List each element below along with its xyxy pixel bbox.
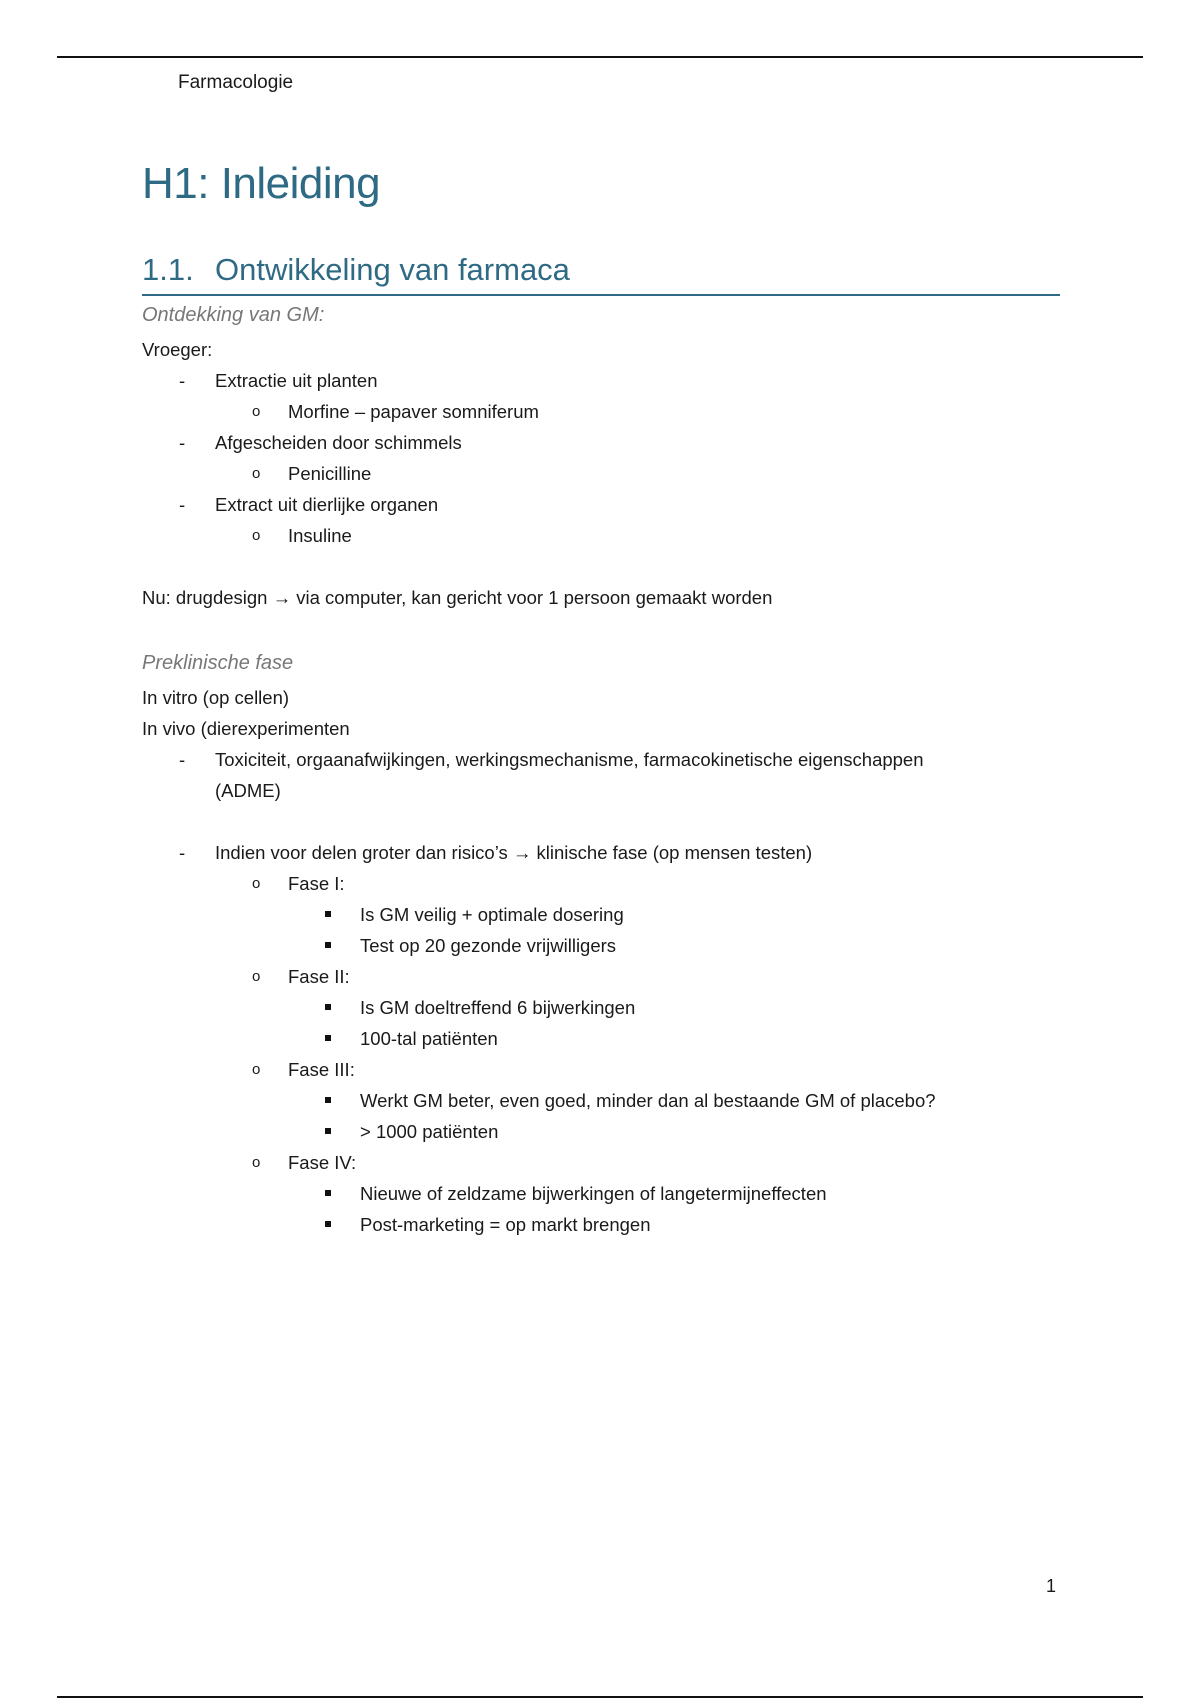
list-item: o Morfine – papaver somniferum	[142, 396, 1062, 427]
square-bullet	[325, 1097, 331, 1103]
circle-bullet: o	[252, 465, 261, 482]
section-heading	[142, 248, 1060, 296]
list-item: - Afgescheiden door schimmels	[142, 427, 1062, 458]
chapter-heading: H1: Inleiding	[142, 159, 381, 208]
phase-detail: Is GM veilig + optimale dosering	[142, 899, 1062, 930]
list-item: - Toxiciteit, orgaanafwijkingen, werkingsmechanisme, farmacokinetische eigenschappen	[142, 744, 1062, 775]
list-item: o Penicilline	[142, 458, 1062, 489]
square-bullet	[325, 1221, 331, 1227]
section-number: 1.1.	[142, 252, 194, 287]
square-bullet	[325, 1035, 331, 1041]
list-item: - Extract uit dierlijke organen	[142, 489, 1062, 520]
spacer	[142, 806, 1062, 837]
section-title: Ontwikkeling van farmaca	[215, 252, 570, 287]
circle-bullet: o	[252, 968, 261, 985]
circle-bullet: o	[252, 403, 261, 420]
in-vitro-line: In vitro (op cellen)	[142, 687, 290, 708]
phase-item: o Fase I:	[142, 868, 1062, 899]
spacer	[142, 613, 1062, 644]
header-rule	[57, 56, 1143, 58]
square-bullet	[325, 1004, 331, 1010]
list-item: - Extractie uit planten	[142, 365, 1062, 396]
running-header: Farmacologie	[178, 72, 294, 93]
dash-bullet: -	[179, 370, 186, 391]
phase-item: o Fase IV:	[142, 1147, 1062, 1178]
spacer	[142, 551, 1062, 582]
phase-detail: 100-tal patiënten	[142, 1023, 1062, 1054]
square-bullet	[325, 1190, 331, 1196]
page-content	[142, 150, 1062, 1240]
phase-detail: Test op 20 gezonde vrijwilligers	[142, 930, 1062, 961]
now-paragraph: Nu: drugdesign → via computer, kan gericht voor 1 persoon gemaakt worden	[142, 587, 773, 608]
page-number: 1	[1046, 1576, 1057, 1596]
preclinical-heading: Preklinische fase	[142, 652, 294, 674]
square-bullet	[325, 1128, 331, 1134]
dash-bullet: -	[179, 494, 186, 515]
dash-bullet: -	[179, 432, 186, 453]
in-vivo-line: In vivo (dierexperimenten	[142, 718, 350, 739]
list-item: o Insuline	[142, 520, 1062, 551]
phase-detail: Post-marketing = op markt brengen	[142, 1209, 1062, 1240]
past-label: Vroeger:	[142, 339, 213, 360]
list-item-continuation: (ADME)	[215, 780, 281, 801]
phase-detail: Is GM doeltreffend 6 bijwerkingen	[142, 992, 1062, 1023]
square-bullet	[325, 911, 331, 917]
circle-bullet: o	[252, 1061, 261, 1078]
circle-bullet: o	[252, 527, 261, 544]
phase-item: o Fase II:	[142, 961, 1062, 992]
arrow-icon: →	[272, 587, 292, 608]
phase-item: o Fase III:	[142, 1054, 1062, 1085]
dash-bullet: -	[179, 749, 186, 770]
square-bullet	[325, 942, 331, 948]
list-item: - Indien voor delen groter dan risico’s → klinische fase (op mensen testen)	[142, 837, 1062, 868]
dash-bullet: -	[179, 842, 186, 863]
discovery-heading: Ontdekking van GM:	[142, 304, 325, 326]
phase-detail: Werkt GM beter, even goed, minder dan al bestaande GM of placebo?	[142, 1085, 1062, 1116]
circle-bullet: o	[252, 875, 261, 892]
phase-detail: Nieuwe of zeldzame bijwerkingen of langetermijneffecten	[142, 1178, 1062, 1209]
footer-rule	[57, 1696, 1143, 1698]
phase-detail: > 1000 patiënten	[142, 1116, 1062, 1147]
circle-bullet: o	[252, 1154, 261, 1171]
arrow-icon: →	[512, 842, 532, 863]
